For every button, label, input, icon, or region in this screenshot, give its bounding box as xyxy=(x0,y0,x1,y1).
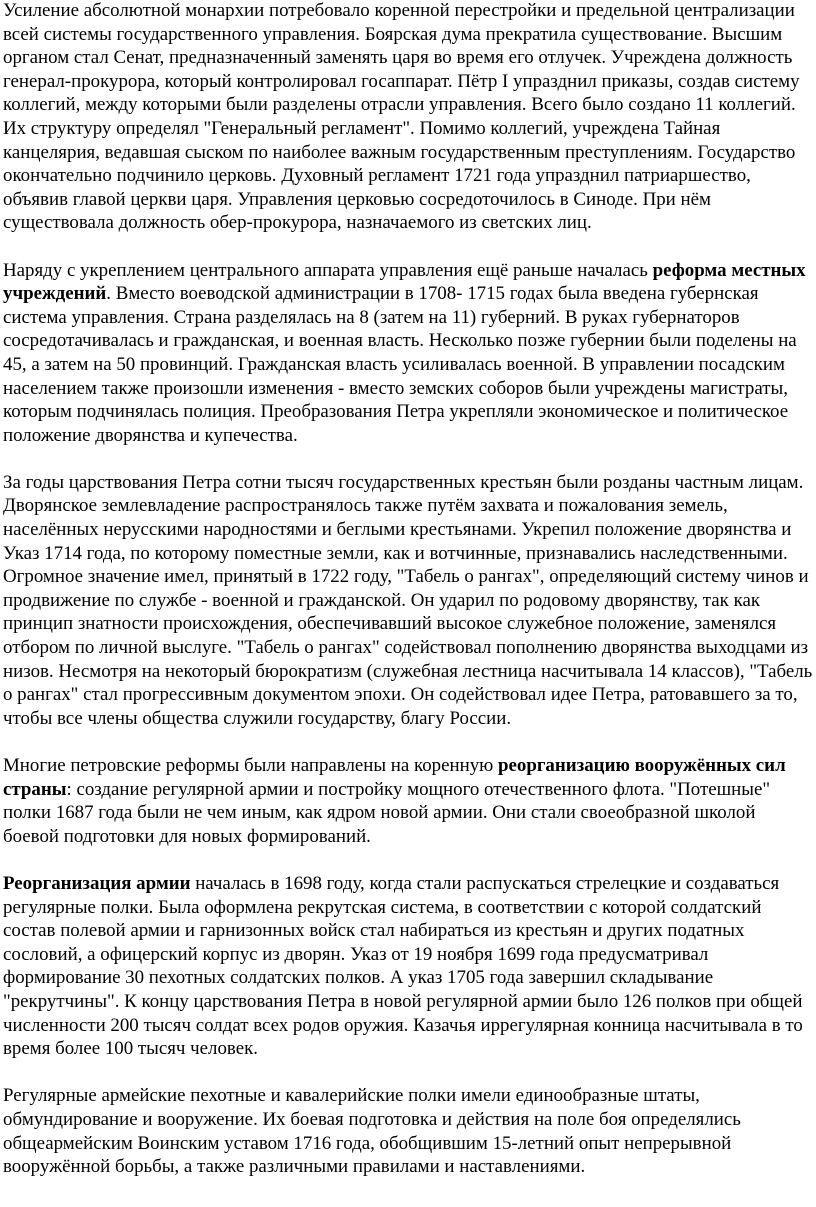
paragraph-text: Регулярные армейские пехотные и кавалерийские полки имели единообразные штаты, обмундирование и вооружение. Их боевая подготовка и действия на поле боя определялись общеармейским Воинским уставом 1716 года, обобщившим 15-летний опыт непрерывной вооружённой борьбы, а также различными правилами и наставлениями. xyxy=(3,1085,741,1178)
paragraph-central-administration xyxy=(3,0,813,235)
paragraph-text: началась в 1698 году, когда стали распускаться стрелецкие и создаваться регулярные полки. Была оформлена рекрутская система, в соответствии с которой солдатский состав полевой армии и гарнизонных войск стал набираться из крестьян и других податных сословий, а офицерский корпус из дворян. Указ от 19 ноября 1699 года предусматривал формирование 30 пехотных солдатских полков. А указ 1705 года завершил складывание "рекрутчины". К концу царствования Петра в новой регулярной армии было 126 полков при общей численности 200 тысяч солдат всех родов оружия. Казачья иррегулярная конница насчитывала в то время более 100 тысяч человек. xyxy=(3,872,803,1060)
paragraph-regular-regiments xyxy=(3,1084,813,1178)
bold-term: реорганизацию вооружённых сил страны xyxy=(3,755,786,800)
paragraph-text: Наряду с укреплением центрального аппарата управления ещё раньше началась xyxy=(3,259,653,281)
bold-term: реформа местных учреждений xyxy=(3,259,806,305)
paragraph-text: Многие петровские реформы были направлены на коренную xyxy=(3,755,499,776)
paragraph-text: Усиление абсолютной монархии потребовало коренной перестройки и предельной централизации всей системы государственного управления. Боярская дума прекратила существование. Высшим органом стал Сенат, предназначенный заменять царя во время его отлучек. Учреждена должность генерал-прокурора, который контролировал госаппарат. Пётр I упразднил приказы, создав систему коллегий, между которыми были разделены отрасли управления. Всего было создано 11 коллегий. Их структуру определял "Генеральный регламент". Помимо коллегий, учреждена Тайная канцелярия, ведавшая сыском по наиболее важным государственным преступлениям. Государство окончательно подчинило церковь. Духовный регламент 1721 года упразднил патриаршество, объявив главой церкви царя. Управления церковью сосредоточилось в Синоде. При нём существовала должность обер-прокурора, назначаемого из светских лиц. xyxy=(3,0,800,234)
bold-term: Реорганизация армии xyxy=(3,872,191,894)
paragraph-text: . Вместо воеводской администрации в 1708- 1715 годах была введена губернская система управления. Страна разделялась на 8 (затем на 11) губерний. В руках губернаторов сосредотачивалась и гражданская, и военная власть. Несколько позже губернии были поделены на 45, а затем на 50 провинций. Гражданская власть усиливалась военной. В управлении посадским населением также произошли изменения - вместо земских соборов были учреждены магистраты, которым подчинялась полиция. Преобразования Петра укрепляли экономическое и политическое положение дворянства и купечества. xyxy=(3,283,797,446)
paragraph-army-reorganization xyxy=(3,872,813,1061)
paragraph-text: : создание регулярной армии и постройку мощного отечественного флота. "Потешные" полки 1687 года были не чем иным, как ядром новой армии. Они стали своеобразной школой боевой подготовки для новых формирований. xyxy=(3,778,771,847)
paragraph-local-reform xyxy=(3,259,813,448)
paragraph-armed-forces xyxy=(3,754,813,848)
paragraph-text: За годы царствования Петра сотни тысяч государственных крестьян были розданы частным лицам. Дворянское землевладение распространялось также путём захвата и пожалования земель, населённых нерусскими народностями и беглыми крестьянами. Укрепил положение дворянства и Указ 1714 года, по которому поместные земли, как и вотчинные, признавались наследственными. Огромное значение имел, принятый в 1722 году, "Табель о рангах", определяющий систему чинов и продвижение по службе - военной и гражданской. Он ударил по родовому дворянству, так как принцип знатности происхождения, обеспечивавший высокое служебное положение, заменялся отбором по личной выслуге. "Табель о рангах" содействовал пополнению дворянства выходцами из низов. Несмотря на некоторый бюрократизм (служебная лестница насчитывала 14 классов), "Табель о рангах" стал прогрессивным документом эпохи. Он содействовал идее Петра, ратовавшего за то, чтобы все члены общества служили государству, благу России. xyxy=(3,471,813,729)
paragraph-nobility xyxy=(3,471,813,731)
